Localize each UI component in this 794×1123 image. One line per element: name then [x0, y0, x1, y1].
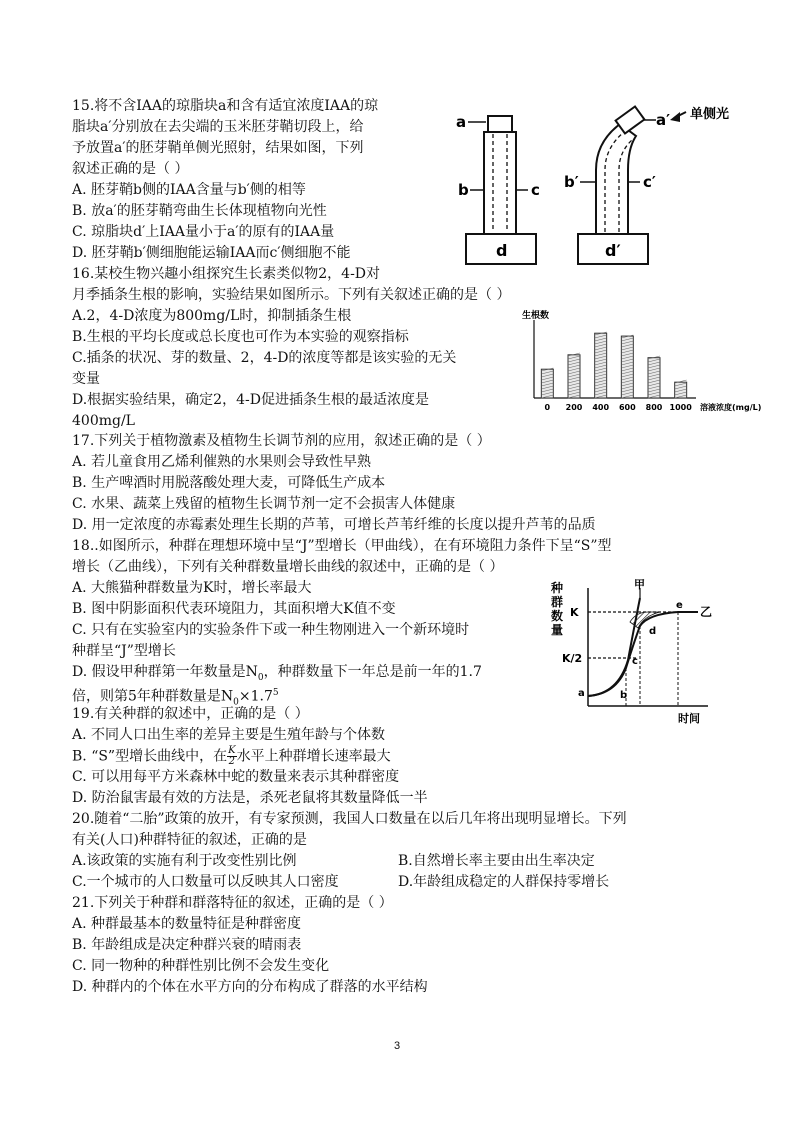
q20-option-d: D.年龄组成稳定的人群保持零增长 [398, 874, 610, 890]
q15-line: 予放置a′的胚芽鞘单侧光照射，结果如图，下列 [72, 140, 364, 156]
q20-line: 有关(人口)种群特征的叙述，正确的是 [72, 832, 307, 848]
x-tick-label: 600 [618, 403, 636, 412]
q20-line: 20.随着“二胎”政策的放开，有专家预测，我国人口数量在以后几年将出现明显增长。下列 [72, 811, 627, 827]
q18-option-c: C. 只有在实验室内的实验条件下或一种生物刚进入一个新环境时 [72, 622, 470, 638]
q18-option-c-cont: 种群呈“J”型增长 [72, 643, 176, 659]
rooting-bar-chart [516, 306, 766, 418]
point-a: a [578, 688, 585, 699]
label-c-prime: c′ [643, 173, 656, 191]
q16-option-b: B.生根的平均长度或总长度也可作为本实验的观察指标 [72, 329, 409, 345]
coleoptile-figure [440, 100, 760, 268]
q19-option-d: D. 防治鼠害最有效的方法是，杀死老鼠将其数量降低一半 [72, 790, 428, 806]
q15-option-d: D. 胚芽鞘b′侧细胞能运输IAA而c′侧细胞不能 [72, 245, 351, 261]
y-label-3: 数 [551, 609, 564, 623]
q18-option-a: A. 大熊猫种群数量为K时，增长率最大 [72, 580, 312, 596]
jia-label: 甲 [634, 578, 645, 591]
yi-label: 乙 [700, 605, 713, 619]
k-half-label: K/2 [562, 652, 583, 665]
q21-option-b: B. 年龄组成是决定种群兴衰的晴雨表 [72, 937, 302, 953]
k-label: K [570, 606, 579, 619]
population-growth-figure [548, 578, 718, 728]
x-tick-label: 400 [592, 403, 610, 412]
y-label-1: 种 [551, 581, 564, 595]
label-b: b [458, 181, 469, 199]
q18-line: 18..如图所示，种群在理想环境中呈“J”型增长（甲曲线），在有环境阻力条件下呈“S”型 [72, 538, 612, 554]
label-d: d [496, 241, 508, 260]
point-b: b [620, 690, 628, 701]
x-label: 时间 [678, 712, 700, 725]
chart-ylabel: 生根数 [522, 311, 550, 321]
q21-option-a: A. 种群最基本的数量特征是种群密度 [72, 916, 302, 932]
q16-option-c-cont: 变量 [72, 371, 100, 387]
q18-option-d: D. 假设甲种群第一年数量是$N_0$，种群数量下一年总是前一年的1.7 [72, 664, 482, 683]
q16-line: 16.某校生物兴趣小组探究生长素类似物2，4-D对 [72, 266, 381, 282]
q17-option-d: D. 用一定浓度的赤霉素处理生长期的芦苇，可增长芦苇纤维的长度以提升芦苇的品质 [72, 517, 596, 533]
q19-title: 19.有关种群的叙述中，正确的是（ ） [72, 706, 309, 722]
label-d-prime: d′ [605, 241, 621, 260]
agar-block-a [488, 116, 512, 132]
q19-option-c: C. 可以用每平方米森林中蛇的数量来表示其种群密度 [72, 769, 400, 785]
q20-option-a: A.该政策的实施有利于改变性别比例 [72, 853, 297, 869]
q21-option-d: D. 种群内的个体在水平方向的分布构成了群落的水平结构 [72, 979, 428, 995]
light-label: 单侧光 [690, 107, 730, 122]
q15-option-a: A. 胚芽鞘b侧的IAA含量与b′侧的相等 [72, 182, 306, 198]
point-d: d [649, 626, 657, 637]
chart-xlabel: 溶液浓度(mg/L) [700, 403, 762, 412]
q16-option-d: D.根据实验结果，确定2，4-D促进插条生根的最适浓度是 [72, 392, 429, 408]
q18-line: 增长（乙曲线），下列有关种群数量增长曲线的叙述中，正确的是（ ） [72, 559, 504, 575]
q18-option-b: B. 图中阴影面积代表环境阻力，其面积增大K值不变 [72, 601, 396, 617]
q21-line: 21.下列关于种群和群落特征的叙述，正确的是（ ） [72, 895, 393, 911]
point-c: c [632, 656, 638, 667]
fraction-k-half: $\frac{K}{2}$ [228, 745, 236, 767]
q16-option-a: A.2，4-D浓度为800mg/L时，抑制插条生根 [72, 308, 352, 324]
x-tick-label: 200 [565, 403, 583, 412]
q17-option-b: B. 生产啤酒时用脱落酸处理大麦，可降低生产成本 [72, 475, 386, 491]
y-label-4: 量 [551, 623, 564, 637]
q17-option-c: C. 水果、蔬菜上残留的植物生长调节剂一定不会损害人体健康 [72, 496, 456, 512]
q16-option-d-cont: 400mg/L [72, 413, 135, 429]
q15-line: 15.将不含IAA的琼脂块a和含有适宜浓度IAA的琼 [72, 98, 379, 114]
q15-line: 脂块a′分别放在去尖端的玉米胚芽鞘切段上，给 [72, 119, 364, 135]
x-tick-label: 800 [645, 403, 663, 412]
q20-option-c: C.一个城市的人口数量可以反映其人口密度 [72, 874, 339, 890]
q17-option-a: A. 若儿童食用乙烯利催熟的水果则会导致性早熟 [72, 454, 372, 470]
q16-line: 月季插条生根的影响，实验结果如图所示。下列有关叙述正确的是（ ） [72, 287, 511, 303]
q21-option-c: C. 同一物种的种群性别比例不会发生变化 [72, 958, 330, 974]
q18-option-d-cont: 倍，则第5年种群数量是$N_0\times 1.7^5$ [72, 688, 279, 708]
q17-line: 17.下列关于植物激素及植物生长调节剂的应用，叙述正确的是（ ） [72, 433, 491, 449]
x-tick-label: 1000 [669, 403, 692, 412]
label-a: a [456, 113, 467, 131]
q16-option-c: C.插条的状况、芽的数量、2，4-D的浓度等都是该实验的无关 [72, 350, 457, 366]
page-number: 3 [393, 1040, 401, 1052]
label-b-prime: b′ [564, 173, 579, 191]
q20-option-b: B.自然增长率主要由出生率决定 [398, 853, 595, 869]
q19-option-a: A. 不同人口出生率的差异主要是生殖年龄与个体数 [72, 727, 386, 743]
s-curve [588, 612, 698, 696]
x-tick-label: 0 [544, 403, 551, 412]
point-e: e [676, 600, 683, 611]
q15-option-b: B. 放a′的胚芽鞘弯曲生长体现植物向光性 [72, 203, 327, 219]
y-label-2: 群 [551, 595, 564, 609]
q19-option-b: B. “S”型增长曲线中，在 $\frac{K}{2}$ 水平上种群增长速率最大 [72, 745, 391, 767]
label-a-prime: a′ [656, 111, 671, 129]
coleoptile-left [484, 132, 516, 234]
label-c: c [531, 181, 540, 199]
q15-line: 叙述正确的是（ ） [72, 161, 189, 177]
q15-option-c: C. 琼脂块d′上IAA量小于a′的原有的IAA量 [72, 224, 335, 240]
